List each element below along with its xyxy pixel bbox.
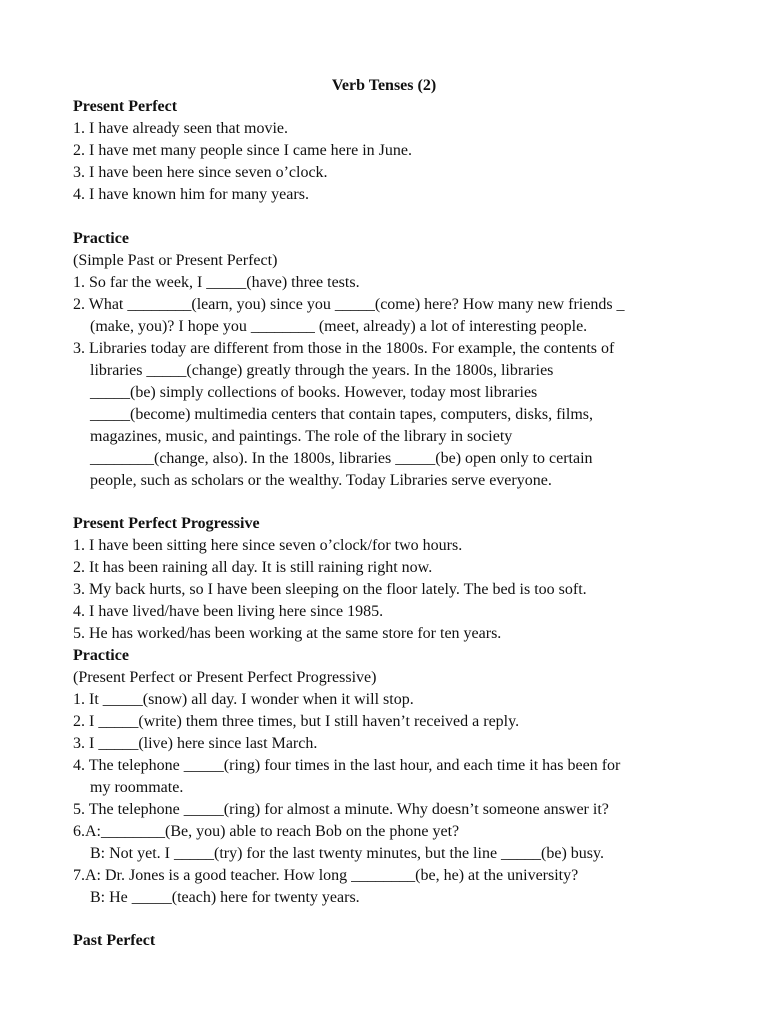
section-heading-present-perfect-progressive: Present Perfect Progressive — [73, 515, 260, 532]
practice-subheading: (Simple Past or Present Perfect) — [73, 252, 278, 269]
practice-line: ________(change, also). In the 1800s, libraries _____(be) open only to certain — [90, 450, 593, 467]
practice-line: 1. So far the week, I _____(have) three tests. — [73, 274, 360, 291]
practice-line: 2. I _____(write) them three times, but I still haven’t received a reply. — [73, 713, 520, 730]
practice-line: 2. What ________(learn, you) since you _____(come) here? How many new friends _ — [73, 296, 625, 313]
example-line: 4. I have lived/have been living here since 1985. — [73, 603, 384, 620]
example-line: 2. I have met many people since I came here in June. — [73, 142, 412, 159]
practice-line: magazines, music, and paintings. The role of the library in society — [90, 428, 513, 445]
practice-line: 1. It _____(snow) all day. I wonder when it will stop. — [73, 691, 414, 708]
section-heading-practice: Practice — [73, 230, 129, 247]
practice-line: 5. The telephone _____(ring) for almost a minute. Why doesn’t someone answer it? — [73, 801, 609, 818]
section-heading-practice: Practice — [73, 647, 129, 664]
practice-line: 6.A:________(Be, you) able to reach Bob on the phone yet? — [73, 823, 460, 840]
practice-line: my roommate. — [90, 779, 184, 796]
practice-line: 3. Libraries today are different from those in the 1800s. For example, the contents of — [73, 340, 615, 357]
practice-line: 4. The telephone _____(ring) four times in the last hour, and each time it has been for — [73, 757, 621, 774]
page-title: Verb Tenses (2) — [331, 77, 437, 94]
practice-line: 3. I _____(live) here since last March. — [73, 735, 318, 752]
practice-line: (make, you)? I hope you ________ (meet, already) a lot of interesting people. — [90, 318, 588, 335]
example-line: 1. I have already seen that movie. — [73, 120, 289, 137]
example-line: 4. I have known him for many years. — [73, 186, 309, 203]
section-heading-past-perfect: Past Perfect — [73, 932, 156, 949]
practice-line: 7.A: Dr. Jones is a good teacher. How long ________(be, he) at the university? — [73, 867, 579, 884]
example-line: 2. It has been raining all day. It is still raining right now. — [73, 559, 433, 576]
practice-line: people, such as scholars or the wealthy. Today Libraries serve everyone. — [90, 472, 552, 489]
practice-line: _____(become) multimedia centers that contain tapes, computers, disks, films, — [90, 406, 593, 423]
example-line: 3. I have been here since seven o’clock. — [73, 164, 328, 181]
practice-line: libraries _____(change) greatly through the years. In the 1800s, libraries — [90, 362, 554, 379]
example-line: 5. He has worked/has been working at the same store for ten years. — [73, 625, 502, 642]
section-heading-present-perfect: Present Perfect — [73, 98, 178, 115]
example-line: 3. My back hurts, so I have been sleeping on the floor lately. The bed is too soft. — [73, 581, 587, 598]
practice-line: B: He _____(teach) here for twenty years. — [90, 889, 360, 906]
practice-line: B: Not yet. I _____(try) for the last twenty minutes, but the line _____(be) busy. — [90, 845, 604, 862]
example-line: 1. I have been sitting here since seven o’clock/for two hours. — [73, 537, 463, 554]
practice-line: _____(be) simply collections of books. However, today most libraries — [90, 384, 538, 401]
practice-subheading: (Present Perfect or Present Perfect Progressive) — [73, 669, 377, 686]
